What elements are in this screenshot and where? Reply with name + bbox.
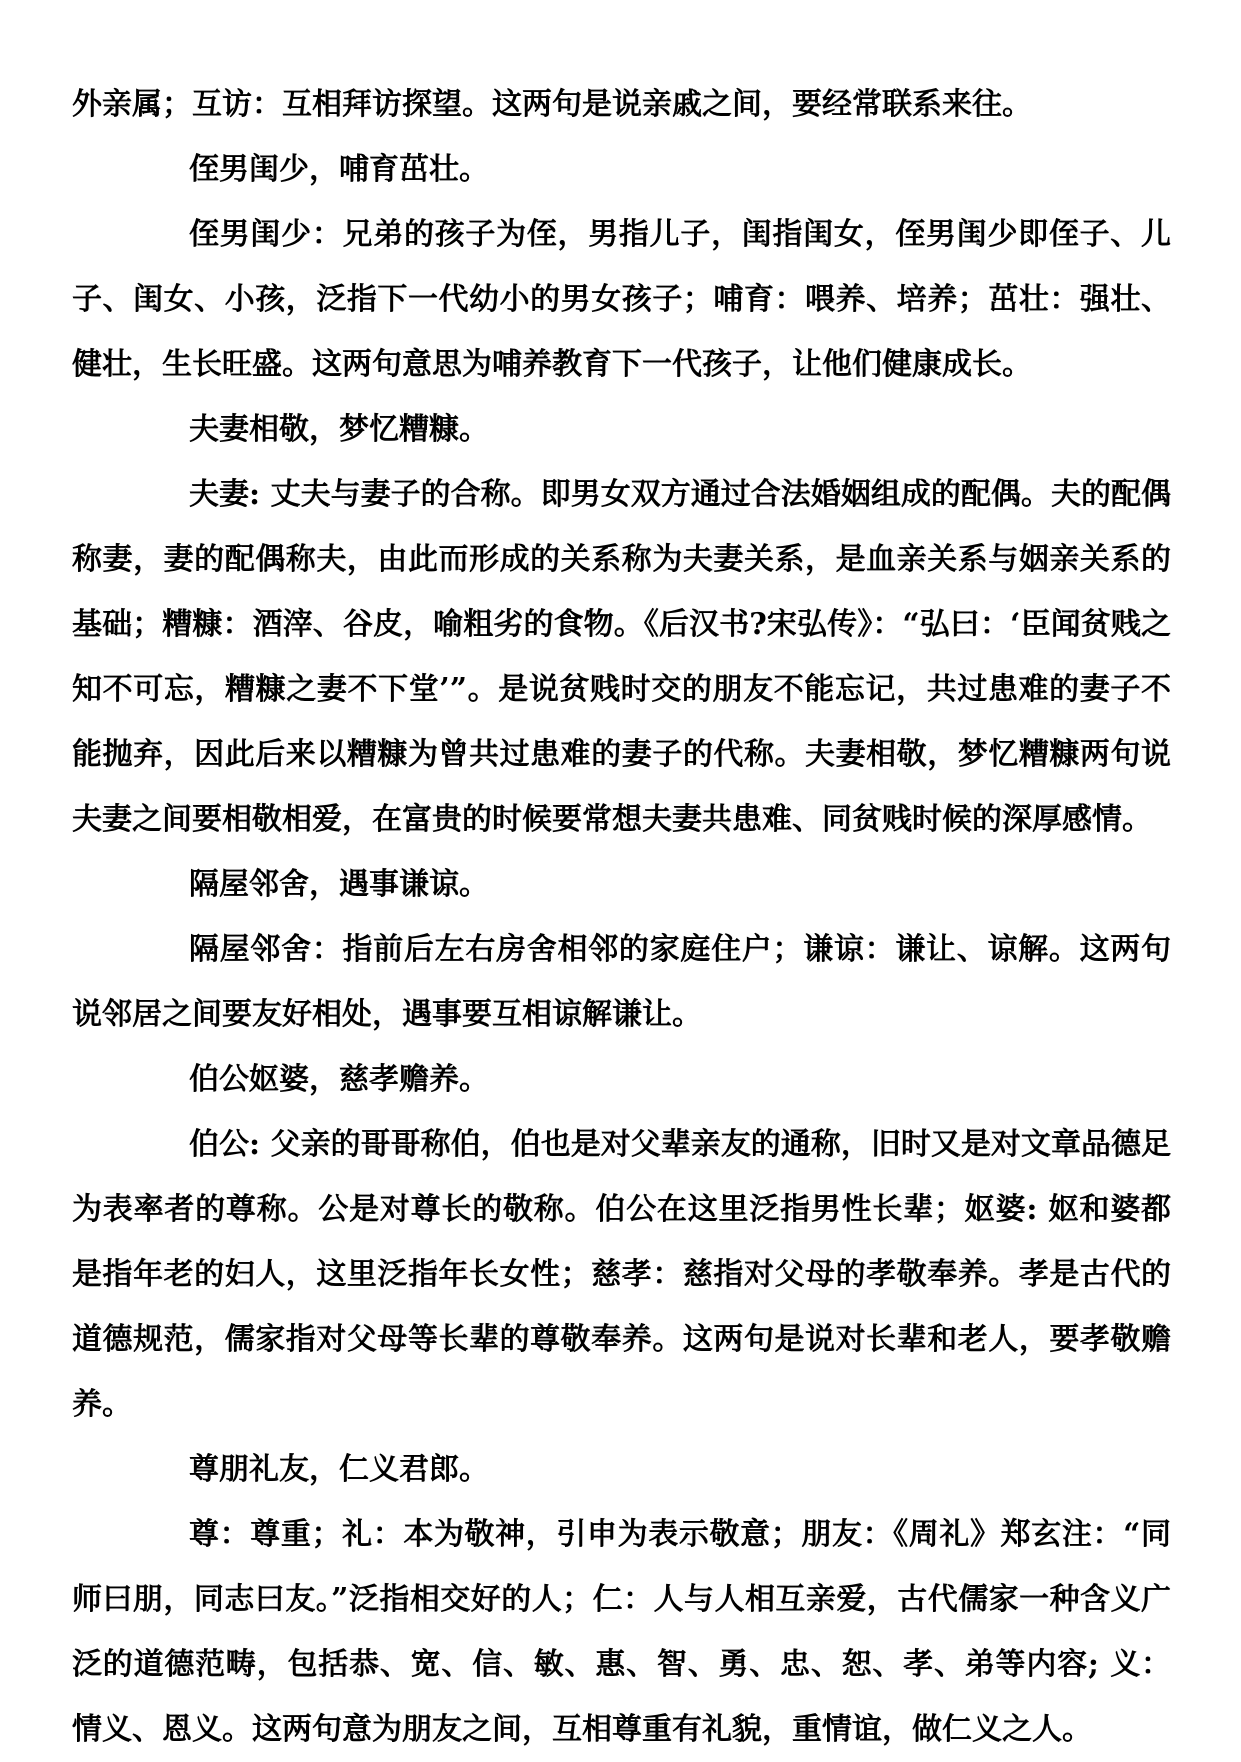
verse-line-2: 夫妻相敬，梦忆糟糠。	[189, 412, 489, 447]
explanation-paragraph-4: 伯公: 父亲的哥哥称伯，伯也是对父辈亲友的通称，旧时又是对文章品德足为表率者的尊称。公是对尊长的敬称。伯公在这里泛指男性长辈；妪婆: 妪和婆都是指年老的妇人，这里泛指年长女性；慈孝：慈指对父母的孝敬奉养。孝是古代的道德规范，儒家指对父母等长辈的尊敬奉养。这两句是说对长辈和老人，要孝敬赡养。	[72, 1127, 1171, 1422]
explanation-paragraph-5: 尊：尊重；礼：本为敬神，引申为表示敬意；朋友：《周礼》郑玄注：“同师曰朋，同志曰友。”泛指相交好的人；仁：人与人相互亲爱，古代儒家一种含义广泛的道德范畴，包括恭、宽、信、敏、惠、智、勇、忠、恕、孝、弟等内容; 义：情义、恩义。这两句意为朋友之间，互相尊重有礼貌，重情谊，做仁义之人。	[72, 1517, 1171, 1747]
verse-line-4: 伯公妪婆，慈孝赡养。	[189, 1062, 489, 1097]
explanation-paragraph-3: 隔屋邻舍：指前后左右房舍相邻的家庭住户；谦谅：谦让、谅解。这两句说邻居之间要友好相处，遇事要互相谅解谦让。	[72, 932, 1171, 1032]
verse-line-3: 隔屋邻舍，遇事谦谅。	[189, 867, 489, 902]
verse-line-5: 尊朋礼友，仁义君郎。	[189, 1452, 489, 1487]
explanation-paragraph-1: 侄男闺少：兄弟的孩子为侄，男指儿子，闺指闺女，侄男闺少即侄子、儿子、闺女、小孩，泛指下一代幼小的男女孩子；哺育：喂养、培养；茁壮：强壮、健壮，生长旺盛。这两句意思为哺养教育下一代孩子，让他们健康成长。	[72, 217, 1171, 382]
paragraph-continuation: 外亲属；互访：互相拜访探望。这两句是说亲戚之间，要经常联系来往。	[72, 87, 1032, 122]
verse-line-1: 侄男闺少，哺育茁壮。	[189, 152, 489, 187]
explanation-paragraph-2: 夫妻: 丈夫与妻子的合称。即男女双方通过合法婚姻组成的配偶。夫的配偶称妻，妻的配偶称夫，由此而形成的关系称为夫妻关系，是血亲关系与姻亲关系的基础；糟糠：酒滓、谷皮，喻粗劣的食物。《后汉书?宋弘传》：“弘曰：‘臣闻贫贱之知不可忘，糟糠之妻不下堂’”。是说贫贱时交的朋友不能忘记，共过患难的妻子不能抛弃，因此后来以糟糠为曾共过患难的妻子的代称。夫妻相敬，梦忆糟糠两句说夫妻之间要相敬相爱，在富贵的时候要常想夫妻共患难、同贫贱时候的深厚感情。	[72, 477, 1171, 837]
